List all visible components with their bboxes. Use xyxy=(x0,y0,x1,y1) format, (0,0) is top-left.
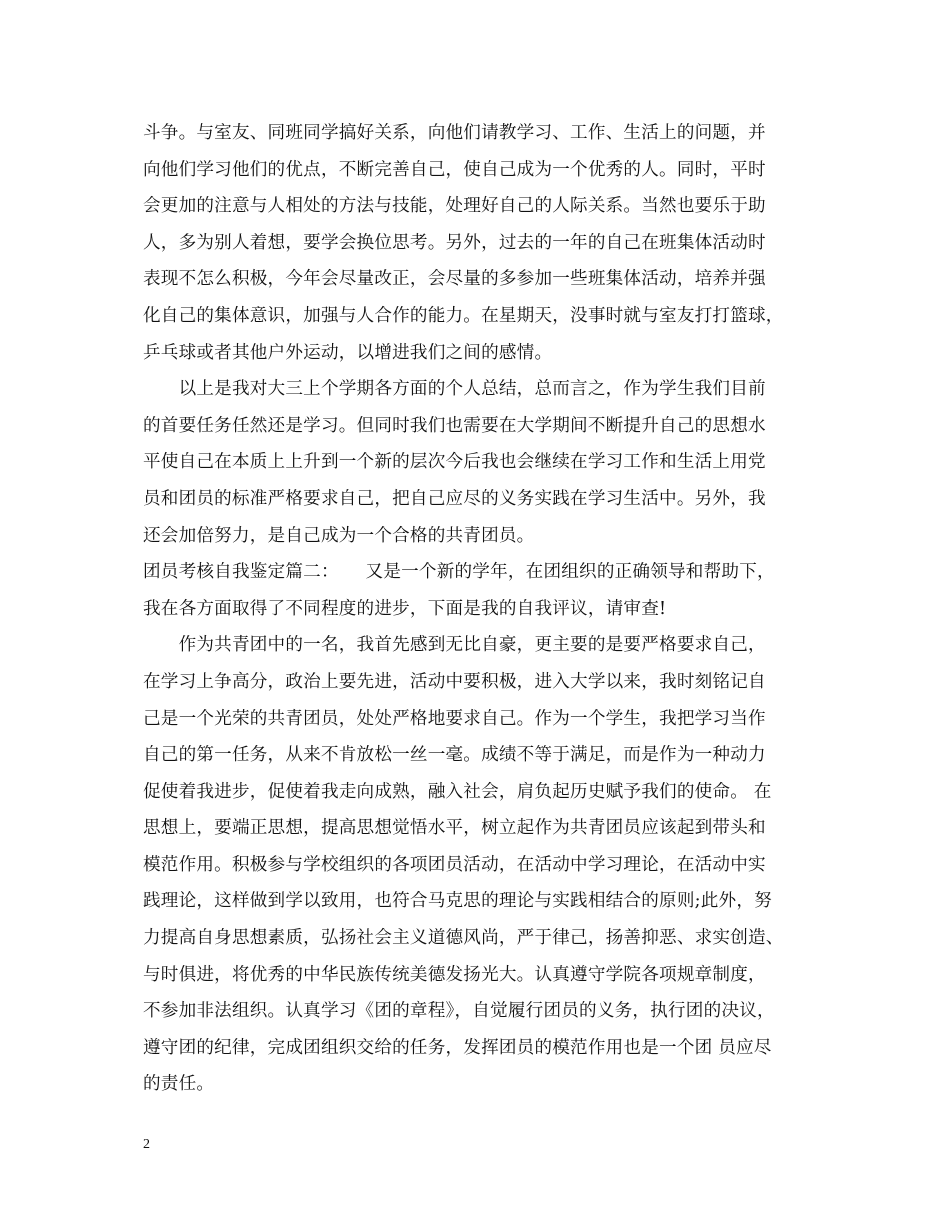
text-line: 员和团员的标准严格要求自己，把自己应尽的义务实践在学习生活中。另外，我 xyxy=(143,488,766,509)
text-line: 斗争。与室友、同班同学搞好关系，向他们请教学习、工作、生活上的问题，并 xyxy=(143,123,766,143)
text-line: 己是一个光荣的共青团员，处处严格地要求自己。作为一个学生，我把学习当作 xyxy=(143,708,766,729)
text-line: 以上是我对大三上个学期各方面的个人总结，总而言之，作为学生我们目前 xyxy=(143,379,766,400)
text-line: 我在各方面取得了不同程度的进步，下面是我的自我评议，请审查! xyxy=(143,598,667,619)
text-line: 遵守团的纪律，完成团组织交给的任务，发挥团员的模范作用也是一个团 员应尽 xyxy=(143,1037,772,1058)
text-line: 人，多为别人着想，要学会换位思考。另外，过去的一年的自己在班集体活动时 xyxy=(143,232,766,253)
text-line: 向他们学习他们的优点，不断完善自己，使自己成为一个优秀的人。同时，平时 xyxy=(143,159,766,180)
text-line: 力提高自身思想素质，弘扬社会主义道德风尚，严于律己，扬善抑恶、求实创造、 xyxy=(143,928,784,949)
text-line: 思想上，要端正思想，提高思想觉悟水平，树立起作为共青团员应该起到带头和 xyxy=(143,818,766,839)
text-line: 不参加非法组织。认真学习《团的章程》，自觉履行团员的义务，执行团的决议， xyxy=(143,1001,775,1022)
document-body xyxy=(143,115,823,1103)
text-line: 表现不怎么积极，今年会尽量改正，会尽量的多参加一些班集体活动，培养并强 xyxy=(143,269,766,290)
section-heading-line: 团员考核自我鉴定篇二： 又是一个新的学年，在团组织的正确领导和帮助下， xyxy=(143,562,775,583)
text-line: 在学习上争高分，政治上要先进，活动中要积极，进入大学以来，我时刻铭记自 xyxy=(143,671,766,692)
text-line: 平使自己在本质上上升到一个新的层次今后我也会继续在学习工作和生活上用党 xyxy=(143,452,766,473)
text-line: 促使着我进步，促使着我走向成熟，融入社会，肩负起历史赋予我们的使命。 在 xyxy=(143,781,772,802)
page-number: 2 xyxy=(143,1137,150,1152)
text-line: 践理论，这样做到学以致用，也符合马克思的理论与实践相结合的原则;此外，努 xyxy=(143,891,772,912)
text-line: 自己的第一任务，从来不肯放松一丝一毫。成绩不等于满足，而是作为一种动力 xyxy=(143,745,766,766)
text-line: 乒乓球或者其他户外运动，以增进我们之间的感情。 xyxy=(143,342,553,363)
text-line: 还会加倍努力，是自己成为一个合格的共青团员。 xyxy=(143,525,535,546)
text-line: 与时俱进，将优秀的中华民族传统美德发扬光大。认真遵守学院各项规章制度， xyxy=(143,964,766,985)
text-line: 会更加的注意与人相处的方法与技能，处理好自己的人际关系。当然也要乐于助 xyxy=(143,196,766,217)
text-line: 作为共青团中的一名，我首先感到无比自豪，更主要的是要严格要求自己， xyxy=(143,635,766,656)
text-line: 模范作用。积极参与学校组织的各项团员活动，在活动中学习理论，在活动中实 xyxy=(143,854,766,875)
text-line: 的首要任务任然还是学习。但同时我们也需要在大学期间不断提升自己的思想水 xyxy=(143,415,766,436)
text-line: 化自己的集体意识，加强与人合作的能力。在星期天，没事时就与室友打打篮球， xyxy=(143,305,784,326)
text-line: 的责任。 xyxy=(143,1074,215,1095)
